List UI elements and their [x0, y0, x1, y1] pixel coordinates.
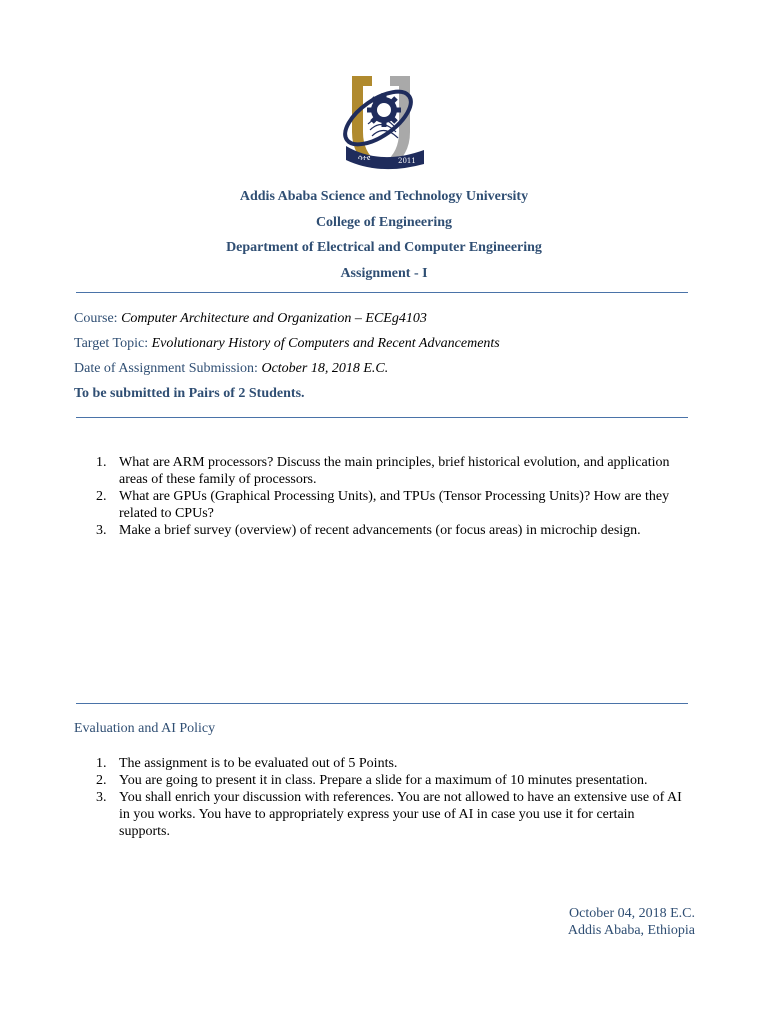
seal-script-text: ሳተዩ — [358, 154, 371, 162]
topic-value: Evolutionary History of Computers and Recent Advancements — [151, 336, 500, 351]
list-item — [74, 454, 686, 488]
list-item — [74, 522, 686, 539]
divider-top — [76, 292, 688, 293]
list-item-number: 3. — [96, 523, 107, 538]
list-item-text: You shall enrich your discussion with references. You are not allowed to have an extensive use of AI in you works. You have to appropriately express your use of AI in case you use it for certain supports. — [119, 790, 682, 839]
list-item — [74, 488, 686, 522]
list-item-text: You are going to present it in class. Prepare a slide for a maximum of 10 minutes presentation. — [119, 773, 648, 788]
list-item-text: What are ARM processors? Discuss the main principles, brief historical evolution, and application areas of these family of processors. — [119, 455, 670, 487]
assignment-title: Assignment - I — [340, 265, 428, 281]
list-item — [74, 772, 686, 789]
list-item-number: 3. — [96, 790, 107, 805]
submission-date-label: Date of Assignment Submission: — [74, 361, 262, 376]
signature-date: October 04, 2018 E.C. — [569, 906, 695, 921]
signature-place: Addis Ababa, Ethiopia — [567, 923, 695, 938]
document-heading — [0, 184, 768, 286]
submission-date-value: October 18, 2018 E.C. — [261, 361, 389, 376]
evaluation-list — [74, 755, 686, 840]
divider-bottom — [76, 703, 688, 704]
question-list — [74, 454, 686, 539]
list-item-number: 1. — [96, 455, 107, 470]
list-item-text: Make a brief survey (overview) of recent advancements (or focus areas) in microchip design. — [119, 523, 641, 538]
list-item-text: The assignment is to be evaluated out of 5 Points. — [119, 756, 398, 771]
list-item — [74, 755, 686, 772]
assignment-info — [74, 306, 714, 406]
course-label: Course: — [74, 311, 122, 326]
university-name: Addis Ababa Science and Technology University — [239, 189, 529, 204]
evaluation-title: Evaluation and AI Policy — [74, 721, 216, 736]
submission-date-row — [74, 356, 714, 381]
seal-year-text: 2011 — [398, 157, 416, 165]
signature-block — [568, 905, 695, 939]
submission-note: To be submitted in Pairs of 2 Students. — [74, 386, 305, 401]
list-item-number: 2. — [96, 773, 107, 788]
college-name: College of Engineering — [315, 214, 453, 230]
list-item-number: 1. — [96, 756, 107, 771]
course-row — [74, 306, 714, 331]
list-item-text: What are GPUs (Graphical Processing Units), and TPUs (Tensor Processing Units)? How are they related to CPUs? — [119, 489, 670, 521]
list-item-number: 2. — [96, 489, 107, 504]
university-logo — [332, 72, 430, 176]
divider-middle — [76, 417, 688, 418]
department-name: Department of Electrical and Computer Engineering — [226, 240, 542, 255]
list-item — [74, 789, 686, 840]
course-value: Computer Architecture and Organization – ECEg4103 — [121, 311, 427, 326]
topic-row — [74, 331, 714, 356]
university-logo-emblem — [332, 72, 430, 176]
topic-label: Target Topic: — [74, 336, 152, 351]
